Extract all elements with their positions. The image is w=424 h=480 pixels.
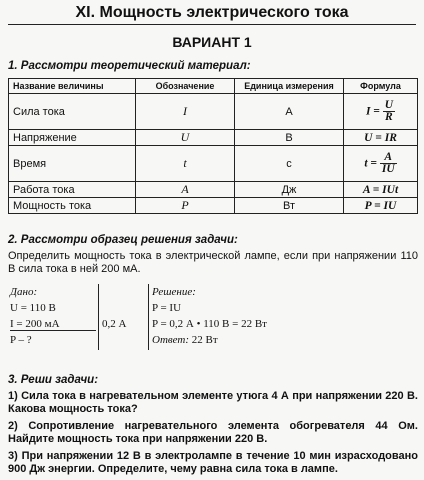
table-row <box>9 146 418 182</box>
quantity-symbol: U <box>136 130 235 146</box>
formula-lhs: t = <box>364 157 377 170</box>
table-row <box>9 182 418 198</box>
quantity-name: Мощность тока <box>9 198 136 214</box>
formula-numerator: A <box>380 152 397 165</box>
table-row <box>9 94 418 130</box>
quantity-formula: A = IUt <box>344 182 418 198</box>
table-row <box>9 130 418 146</box>
formula-denominator: IU <box>381 163 395 175</box>
quantity-name: Напряжение <box>9 130 136 146</box>
formula-denominator: R <box>385 111 393 123</box>
col-header-formula: Формула <box>344 79 418 94</box>
formula-fraction <box>380 152 397 176</box>
answer-label: Ответ: <box>152 334 190 346</box>
solution-formula: P = IU <box>152 302 182 314</box>
title-underline <box>8 24 416 25</box>
given-voltage: U = 110 В <box>10 302 56 314</box>
example-solution <box>10 284 420 356</box>
si-conversion: 0,2 А <box>102 318 127 330</box>
quantity-symbol: P <box>136 198 235 214</box>
formula-lhs: I = <box>365 105 380 118</box>
quantity-formula <box>344 94 418 130</box>
theory-table-header <box>9 79 418 94</box>
quantity-name: Сила тока <box>9 94 136 130</box>
col-header-name: Название величины <box>9 79 136 94</box>
given-current: I = 200 мА <box>10 318 60 330</box>
quantity-name: Время <box>9 146 136 182</box>
find-power: P – ? <box>10 334 32 346</box>
quantity-unit: с <box>235 146 344 182</box>
quantity-unit: Дж <box>235 182 344 198</box>
theory-table <box>8 78 418 214</box>
example-problem-text: Определить мощность тока в электрической лампе, если при напряжении 110 В сила тока в ней 200 мА. <box>8 250 418 275</box>
answer-value: 22 Вт <box>191 334 218 346</box>
quantity-symbol: t <box>136 146 235 182</box>
page-title: XI. Мощность электрического тока <box>75 4 349 21</box>
section-2-heading: 2. Рассмотри образец решения задачи: <box>8 234 238 246</box>
table-row <box>9 198 418 214</box>
task-1: 1) Сила тока в нагревательном элементе утюга 4 А при напряжении 220 В. Какова мощность тока? <box>8 390 418 415</box>
quantity-name: Работа тока <box>9 182 136 198</box>
quantity-unit: В <box>235 130 344 146</box>
solution-calculation: P = 0,2 А • 110 В = 22 Вт <box>152 318 267 330</box>
divider-line <box>148 284 149 350</box>
given-label: Дано: <box>10 286 38 298</box>
task-3: 3) При напряжении 12 В в электролампе в течение 10 мин израсходовано 900 Дж энергии. Определите, чему равна сила тока в лампе. <box>8 450 418 475</box>
divider-line <box>98 284 99 350</box>
quantity-formula: U = IR <box>344 130 418 146</box>
quantity-unit: Вт <box>235 198 344 214</box>
quantity-symbol: A <box>136 182 235 198</box>
section-3-heading: 3. Реши задачи: <box>8 374 99 386</box>
col-header-unit: Единица измерения <box>235 79 344 94</box>
answer-line <box>152 334 218 346</box>
formula-numerator: U <box>384 98 394 111</box>
variant-heading: ВАРИАНТ 1 <box>172 34 252 50</box>
quantity-formula: P = IU <box>344 198 418 214</box>
formula-fraction <box>383 100 395 124</box>
section-1-heading: 1. Рассмотри теоретический материал: <box>8 60 251 72</box>
task-2: 2) Сопротивление нагревательного элемента обогревателя 44 Ом. Найдите мощность тока при напряжении 220 В. <box>8 420 418 445</box>
quantity-formula <box>344 146 418 182</box>
col-header-symbol: Обозначение <box>136 79 235 94</box>
quantity-symbol: I <box>136 94 235 130</box>
solution-label: Решение: <box>152 286 196 298</box>
quantity-unit: А <box>235 94 344 130</box>
given-underline <box>10 330 96 331</box>
